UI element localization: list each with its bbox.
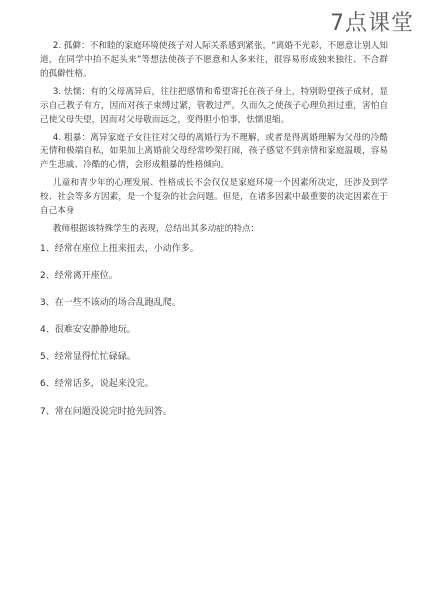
paragraph-teacher-summary: 教师根据该特殊学生的表现，总结出其多动症的特点： <box>52 224 260 235</box>
list-item: 7、常在问题没说完时抢先回答。 <box>40 406 172 417</box>
list-item: 1、经常在座位上扭来扭去，小动作多。 <box>40 243 199 254</box>
list-item: 5、经常显得忙忙碌碌。 <box>40 352 136 363</box>
paragraph-development: 儿童和青少年的心理发展、性格成长不会仅仅是家庭环境一个因素所决定，还涉及到学校、社会等多方因素，是一个复杂的社会问题。但是，在诸多因素中最重要的决定因素在于自己本身 <box>40 178 388 217</box>
list-item: 2、经常离开座位。 <box>40 271 118 282</box>
paragraph-withdrawn: 2. 孤僻：不和睦的家庭环境使孩子对人际关系感到紧张，“离婚不光彩，不愿意让别人知道，在同学中抬不起头来”等想法使孩子不愿意和人多来往，很容易形成独来独往、不合群的孤僻性格。 <box>40 41 388 79</box>
watermark-logo: 7点课堂 <box>330 11 414 36</box>
list-item: 6、经常话多，说起来没完。 <box>40 379 154 390</box>
list-item: 4、很难安安静静地玩。 <box>40 325 136 336</box>
symptom-list <box>40 243 388 418</box>
paragraph-rude: 4. 粗暴：离异家庭子女往往对父母的离婚行为不理解，或者是得离婚理解为父母的冷酷无情和极端自私，如果加上离婚前父母经常吵架打闹，孩子感觉不到亲情和家庭温暖，容易产生悲戚、冷酷的心情，会形成粗暴的性格倾向。 <box>40 132 388 171</box>
paragraph-timid: 3. 怯懦：有的父母离异后，往往把感情和希望寄托在孩子身上，特别盼望孩子成材，显示自己教子有方，因而对孩子束缚过紧，管教过严。久而久之使孩子心理负担过重，害怕自己使父母失望，因而对父母敬而远之，变得胆小怕事，怯懦退缩。 <box>40 86 388 125</box>
list-item: 3、在一些不该动的场合乱跑乱爬。 <box>40 298 181 309</box>
document-body <box>40 40 388 433</box>
